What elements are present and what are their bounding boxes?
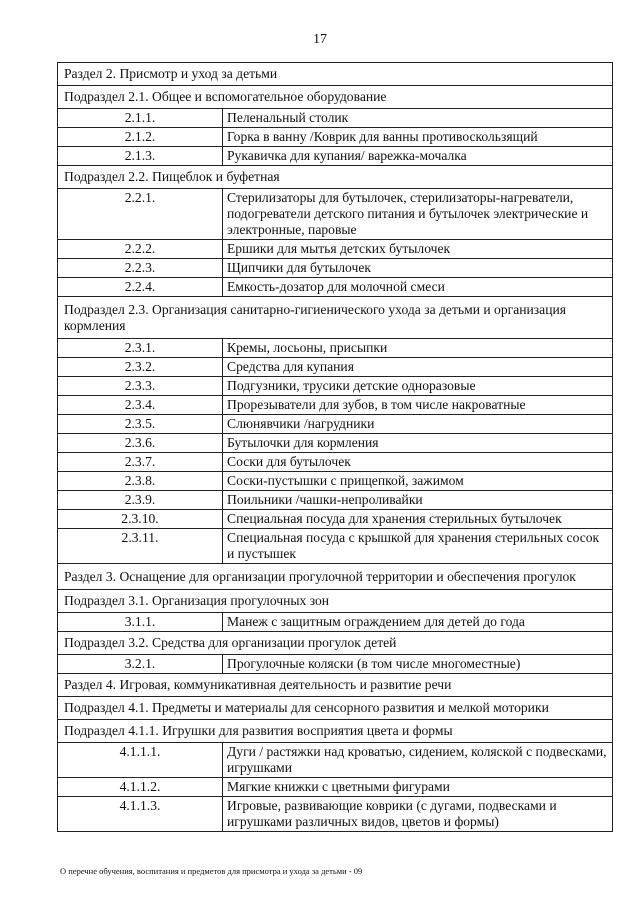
item-description: Ершики для мытья детских бутылочек: [223, 240, 613, 259]
section-header-row: [58, 674, 613, 697]
item-description: Манеж с защитным ограждением для детей до года: [223, 613, 613, 632]
item-description: Соски-пустышки с прищепкой, зажимом: [223, 472, 613, 491]
item-description: Кремы, лосьоны, присыпки: [223, 339, 613, 358]
item-code: 4.1.1.2.: [58, 778, 223, 797]
item-description: Рукавичка для купания/ варежка-мочалка: [223, 147, 613, 166]
section-header-row: [58, 297, 613, 339]
item-description: Прорезыватели для зубов, в том числе накроватные: [223, 396, 613, 415]
item-code: 2.1.3.: [58, 147, 223, 166]
item-row: [58, 797, 613, 832]
section-title: Раздел 3. Оснащение для организации прогулочной территории и обеспечения прогулок: [58, 564, 613, 590]
item-code: 2.3.10.: [58, 510, 223, 529]
item-row: [58, 128, 613, 147]
section-header-row: [58, 697, 613, 720]
section-title: Подраздел 2.3. Организация санитарно-гигиенического ухода за детьми и организация кормления: [58, 297, 613, 339]
item-row: [58, 396, 613, 415]
equipment-table-body: [58, 63, 613, 832]
item-description: Дуги / растяжки над кроватью, сидением, коляской с подвесками, игрушками: [223, 743, 613, 778]
section-title: Подраздел 2.1. Общее и вспомогательное оборудование: [58, 86, 613, 109]
section-title: Раздел 4. Игровая, коммуникативная деятельность и развитие речи: [58, 674, 613, 697]
item-row: [58, 189, 613, 240]
item-code: 2.3.9.: [58, 491, 223, 510]
item-description: Подгузники, трусики детские одноразовые: [223, 377, 613, 396]
item-row: [58, 415, 613, 434]
section-header-row: [58, 564, 613, 590]
section-title: Раздел 2. Присмотр и уход за детьми: [58, 63, 613, 86]
item-code: 3.1.1.: [58, 613, 223, 632]
item-row: [58, 278, 613, 297]
item-code: 2.2.3.: [58, 259, 223, 278]
item-code: 2.3.5.: [58, 415, 223, 434]
item-row: [58, 613, 613, 632]
equipment-table: [57, 62, 613, 832]
item-row: [58, 240, 613, 259]
section-title: Подраздел 3.1. Организация прогулочных зон: [58, 590, 613, 613]
item-description: Игровые, развивающие коврики (с дугами, подвесками и игрушками различных видов, цветов и формы): [223, 797, 613, 832]
item-row: [58, 377, 613, 396]
item-description: Мягкие книжки с цветными фигурами: [223, 778, 613, 797]
item-row: [58, 147, 613, 166]
section-title: Подраздел 4.1.1. Игрушки для развития восприятия цвета и формы: [58, 720, 613, 743]
item-row: [58, 339, 613, 358]
section-header-row: [58, 720, 613, 743]
item-description: Соски для бутылочек: [223, 453, 613, 472]
section-header-row: [58, 86, 613, 109]
item-description: Стерилизаторы для бутылочек, стерилизаторы-нагреватели, подогреватели детского питания и бутылочек электрические и электронные, паровые: [223, 189, 613, 240]
item-code: 2.2.1.: [58, 189, 223, 240]
item-code: 4.1.1.3.: [58, 797, 223, 832]
section-header-row: [58, 166, 613, 189]
page-footer: О перечне обучения, воспитания и предметов для присмотра и ухода за детьми - 09: [60, 866, 363, 876]
item-description: Прогулочные коляски (в том числе многоместные): [223, 655, 613, 674]
item-row: [58, 109, 613, 128]
item-description: Бутылочки для кормления: [223, 434, 613, 453]
item-row: [58, 529, 613, 564]
section-header-row: [58, 632, 613, 655]
item-row: [58, 510, 613, 529]
item-description: Средства для купания: [223, 358, 613, 377]
item-description: Специальная посуда для хранения стерильных бутылочек: [223, 510, 613, 529]
item-code: 2.3.6.: [58, 434, 223, 453]
item-code: 2.3.11.: [58, 529, 223, 564]
section-title: Подраздел 3.2. Средства для организации прогулок детей: [58, 632, 613, 655]
item-row: [58, 472, 613, 491]
item-code: 2.3.3.: [58, 377, 223, 396]
item-description: Поильники /чашки-непроливайки: [223, 491, 613, 510]
item-row: [58, 743, 613, 778]
page-number: 17: [313, 32, 327, 47]
section-title: Подраздел 4.1. Предметы и материалы для сенсорного развития и мелкой моторики: [58, 697, 613, 720]
item-code: 2.2.2.: [58, 240, 223, 259]
item-code: 4.1.1.1.: [58, 743, 223, 778]
item-description: Емкость-дозатор для молочной смеси: [223, 278, 613, 297]
item-code: 2.3.1.: [58, 339, 223, 358]
section-header-row: [58, 63, 613, 86]
item-description: Пеленальный столик: [223, 109, 613, 128]
item-code: 2.3.8.: [58, 472, 223, 491]
item-description: Слюнявчики /нагрудники: [223, 415, 613, 434]
item-row: [58, 453, 613, 472]
item-row: [58, 259, 613, 278]
item-code: 2.3.4.: [58, 396, 223, 415]
item-code: 2.2.4.: [58, 278, 223, 297]
item-code: 2.1.2.: [58, 128, 223, 147]
item-description: Специальная посуда с крышкой для хранения стерильных сосок и пустышек: [223, 529, 613, 564]
item-description: Щипчики для бутылочек: [223, 259, 613, 278]
item-description: Горка в ванну /Коврик для ванны противоскользящий: [223, 128, 613, 147]
item-row: [58, 655, 613, 674]
item-row: [58, 358, 613, 377]
section-header-row: [58, 590, 613, 613]
item-code: 2.3.7.: [58, 453, 223, 472]
item-code: 2.1.1.: [58, 109, 223, 128]
section-title: Подраздел 2.2. Пищеблок и буфетная: [58, 166, 613, 189]
item-code: 3.2.1.: [58, 655, 223, 674]
item-code: 2.3.2.: [58, 358, 223, 377]
item-row: [58, 491, 613, 510]
item-row: [58, 434, 613, 453]
item-row: [58, 778, 613, 797]
